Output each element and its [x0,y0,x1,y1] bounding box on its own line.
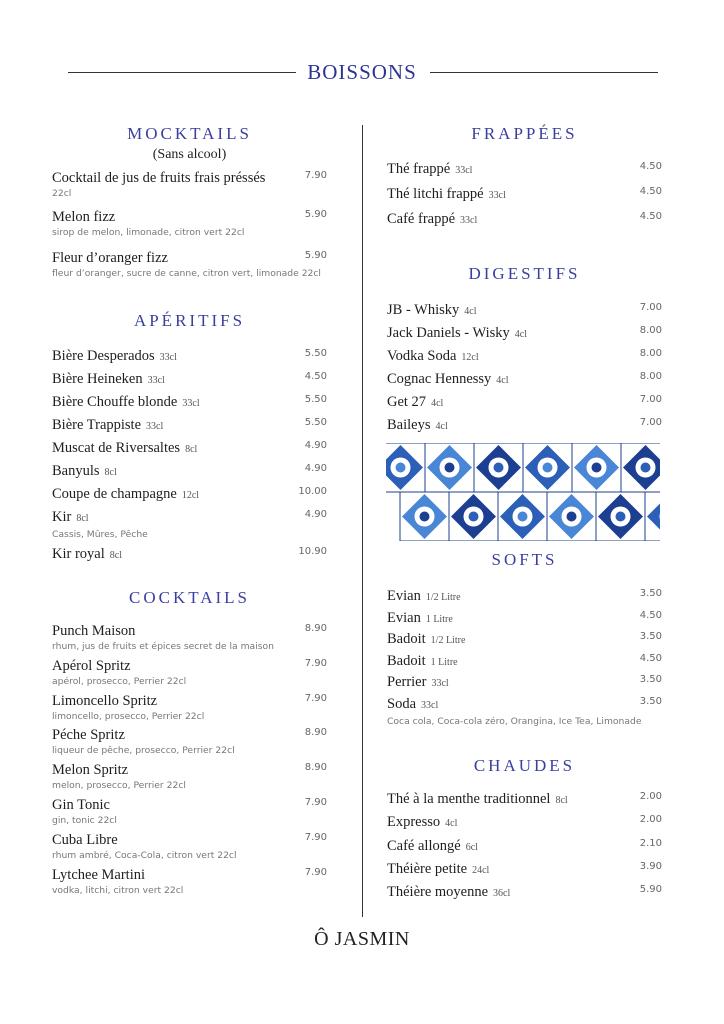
item-price: 7.00 [639,394,662,405]
menu-item [52,370,327,393]
item-price: 7.90 [304,170,327,181]
item-name: Melon fizz [52,209,116,225]
menu-item [387,790,662,813]
item-size: 8cl [76,513,89,524]
item-name: Evian [387,588,421,604]
item-size: 33cl [159,352,177,363]
item-name: Badoit [387,652,426,669]
section-heading: FRAPPÉES [471,124,578,143]
menu-item [52,761,327,796]
item-size: 8cl [185,444,198,455]
item-price: 4.90 [304,463,327,474]
menu-item [52,726,327,761]
item-name: Punch Maison [52,623,136,639]
item-price: 4.50 [639,161,662,172]
menu-item [52,393,327,416]
section-aperitifs [52,311,327,568]
menu-item [52,796,327,831]
item-price: 4.90 [304,509,327,520]
item-name: Théière petite [387,860,468,877]
item-price: 4.50 [639,186,662,197]
item-size: 33cl [146,421,164,432]
item-size: 36cl [493,888,511,900]
item-description: melon, prosecco, Perrier 22cl [52,780,186,792]
item-size: 33cl [431,678,449,689]
item-price: 3.50 [639,631,662,642]
item-price: 5.50 [304,348,327,359]
item-price: 2.00 [639,791,662,802]
item-size: 8cl [109,550,122,561]
item-size: 12cl [181,490,200,501]
item-price: 5.90 [304,209,327,220]
section-chaudes [387,756,662,906]
item-size: 1 Litre [430,656,458,668]
item-name: Cognac Hennessy [387,371,492,387]
section-digestifs [387,264,662,439]
menu-item [52,347,327,370]
item-price: 8.00 [639,325,662,336]
section-softs [387,550,662,728]
item-name: Bière Chouffe blonde [52,394,178,410]
item-name: Thé à la menthe traditionnel [387,791,551,807]
menu-item [52,439,327,462]
item-description: limoncello, prosecco, Perrier 22cl [52,710,205,722]
section-mocktails [52,124,327,280]
item-price: 4.90 [304,440,327,451]
item-name: Perrier [387,674,427,690]
item-price: 3.90 [639,860,662,872]
item-description: gin, tonic 22cl [52,814,117,826]
item-name: Bière Trappiste [52,417,142,433]
item-price: 10.90 [298,546,327,557]
item-name: Evian [387,609,421,626]
item-price: 4.50 [639,652,662,664]
item-name: Get 27 [387,394,427,410]
item-name: Limoncello Spritz [52,692,158,709]
item-name: Thé frappé [387,161,451,177]
menu-item [52,831,327,866]
menu-item [387,609,662,631]
menu-item [387,301,662,324]
item-name: JB - Whisky [387,302,460,318]
item-name: Théière moyenne [387,884,489,901]
item-price: 8.90 [304,727,327,739]
item-size: 1/2 Litre [430,635,466,646]
item-price: 5.50 [304,394,327,405]
item-price: 3.50 [639,674,662,685]
menu-item [387,837,662,860]
item-name: Lytchee Martini [52,866,146,883]
item-size: 24cl [472,864,490,876]
item-price: 5.90 [304,250,327,261]
menu-item [387,370,662,393]
item-size: 33cl [455,165,473,176]
item-name: Cocktail de jus de fruits frais préssés [52,170,266,186]
item-name: Café allongé [387,837,461,854]
menu-item [52,866,327,901]
item-price: 7.90 [304,796,327,808]
item-name: Cuba Libre [52,831,118,848]
menu-item [52,657,327,692]
menu-item [387,160,662,185]
menu-item [387,324,662,347]
menu-item [52,485,327,508]
section-subtitle: (Sans alcool) [152,147,227,162]
menu-item [387,695,662,728]
item-size: 33cl [488,190,506,201]
item-price: 3.50 [639,695,662,707]
item-size: 8cl [104,467,117,478]
item-description: apérol, prosecco, Perrier 22cl [52,675,187,687]
item-size: 33cl [147,375,165,386]
item-name: Baileys [387,417,431,433]
title-rule-right [430,72,658,73]
item-price: 3.50 [639,588,662,599]
item-price: 7.90 [304,831,327,843]
item-description: Cassis, Mûres, Pêche [52,529,148,540]
item-description: rhum, jus de fruits et épices secret de la maison [52,641,274,652]
menu-item [387,210,662,235]
section-frappees [387,124,662,235]
item-name: Expresso [387,814,441,831]
item-size: 4cl [431,398,444,409]
item-size: 4cl [464,306,477,317]
item-name: Coupe de champagne [52,486,177,502]
item-price: 7.90 [304,692,327,704]
item-price: 7.90 [304,657,327,669]
section-heading: MOCKTAILS [127,124,252,143]
menu-item [387,673,662,695]
item-size: 33cl [421,699,439,711]
item-size: 4cl [496,375,509,386]
item-price: 8.00 [639,348,662,359]
item-size: 12cl [461,352,479,363]
item-description: Coca cola, Coca-cola zéro, Orangina, Ice Tea, Limonade [387,715,642,727]
item-size: 4cl [445,818,458,830]
menu-item [52,622,327,657]
item-price: 4.50 [639,211,662,222]
section-heading: APÉRITIFS [133,311,246,330]
item-name: Banyuls [52,463,100,479]
menu-item [387,630,662,652]
item-price: 4.50 [639,609,662,621]
item-name: Jack Daniels - Wisky [387,325,510,341]
item-size: 33cl [182,398,200,409]
section-heading: DIGESTIFS [468,264,581,283]
item-price: 8.90 [304,762,327,774]
menu-item [387,587,662,609]
item-name: Kir [52,509,72,525]
item-name: Café frappé [387,211,456,227]
item-description: fleur d’oranger, sucre de canne, citron vert, limonade 22cl [52,268,321,279]
item-price: 2.00 [639,814,662,826]
menu-item [52,545,327,568]
item-name: Soda [387,695,416,712]
item-name: Gin Tonic [52,796,110,813]
item-size: 6cl [465,841,478,853]
item-description: vodka, litchi, citron vert 22cl [52,884,184,896]
item-name: Apérol Spritz [52,657,131,674]
item-name: Muscat de Riversaltes [52,440,181,456]
menu-item [387,652,662,674]
item-price: 7.00 [639,302,662,313]
menu-item [387,860,662,883]
menu-item [52,249,327,280]
item-name: Melon Spritz [52,762,129,779]
item-size: 1 Litre [425,613,453,625]
item-size: 4cl [514,329,527,340]
page-title: BOISSONS [307,60,417,84]
item-name: Badoit [387,631,426,647]
menu-item [387,393,662,416]
menu-item [387,185,662,210]
item-name: Péche Spritz [52,727,125,744]
section-cocktails [52,588,327,900]
item-name: Kir royal [52,546,105,562]
menu-item [52,416,327,439]
item-price: 2.10 [639,837,662,849]
item-price: 8.90 [304,623,327,634]
item-price: 8.00 [639,371,662,382]
item-description: liqueur de pêche, prosecco, Perrier 22cl [52,745,235,757]
item-name: Bière Heineken [52,371,143,387]
item-name: Thé litchi frappé [387,186,484,202]
section-heading: SOFTS [491,550,558,569]
item-size: 1/2 Litre [425,592,461,603]
item-description: sirop de melon, limonade, citron vert 22cl [52,227,245,238]
item-size: 4cl [435,421,448,432]
item-name: Bière Desperados [52,348,155,364]
menu-item [387,883,662,906]
menu-item [52,169,327,200]
item-size: 8cl [555,795,568,806]
menu-item [52,692,327,727]
menu-item [52,462,327,485]
menu-item [52,208,327,239]
menu-item [387,416,662,439]
item-price: 5.50 [304,417,327,428]
item-description: 22cl [52,188,72,199]
section-heading: COCKTAILS [128,588,251,607]
menu-item [52,508,327,545]
item-description: rhum ambré, Coca-Cola, citron vert 22cl [52,849,237,861]
item-name: Vodka Soda [387,348,457,364]
item-name: Fleur d’oranger fizz [52,250,168,266]
restaurant-name: Ô JASMIN [314,928,410,950]
item-price: 7.00 [639,417,662,428]
item-price: 5.90 [639,884,662,896]
item-price: 4.50 [304,371,327,382]
azulejo-tiles-image [386,443,660,541]
item-size: 33cl [460,215,478,226]
column-divider [362,125,363,917]
item-price: 10.00 [298,486,327,497]
item-price: 7.90 [304,866,327,878]
menu-item [387,347,662,370]
menu-item [387,813,662,836]
section-heading: CHAUDES [473,756,576,775]
